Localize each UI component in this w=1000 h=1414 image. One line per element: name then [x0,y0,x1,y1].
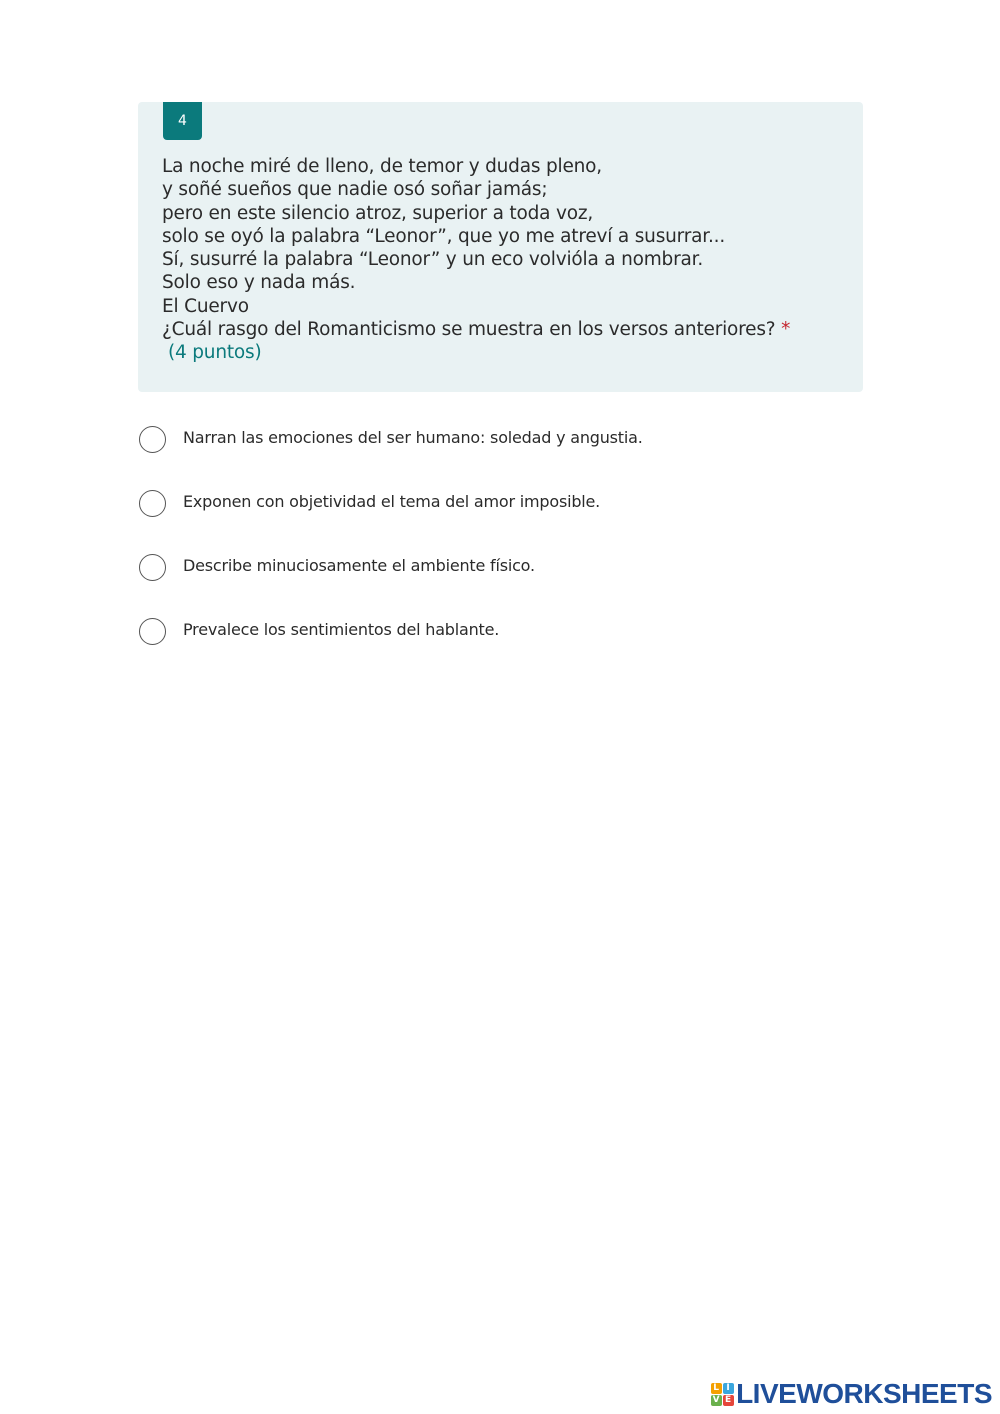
answer-options [139,424,859,680]
option-1[interactable] [139,424,859,488]
poem-line: Solo eso y nada más. [162,272,356,294]
liveworksheets-brand [710,1377,992,1411]
logo-tile: E [723,1395,734,1406]
logo-tile: V [711,1395,722,1406]
brand-name: LIVEWORKSHEETS [736,1378,992,1409]
required-star: * [781,319,791,341]
question-text [162,155,843,365]
liveworksheets-logo-icon [710,1382,734,1406]
radio-button[interactable] [139,618,166,645]
question-prompt: ¿Cuál rasgo del Romanticismo se muestra en los versos anteriores? [162,319,776,341]
radio-button[interactable] [139,426,166,453]
poem-line: solo se oyó la palabra “Leonor”, que yo me atreví a susurrar... [162,225,726,247]
poem-line: pero en este silencio atroz, superior a toda voz, [162,202,594,224]
question-points: (4 puntos) [168,342,262,364]
option-3[interactable] [139,552,859,616]
question-prompt-line [162,318,843,341]
poem-line: La noche miré de lleno, de temor y dudas pleno, [162,156,602,177]
option-label: Narran las emociones del ser humano: soledad y angustia. [183,428,643,447]
option-2[interactable] [139,488,859,552]
poem-line: y soñé sueños que nadie osó soñar jamás; [162,179,548,201]
option-label: Exponen con objetividad el tema del amor imposible. [183,492,601,511]
option-label: Prevalece los sentimientos del hablante. [183,620,500,639]
poem-line: Sí, susurré la palabra “Leonor” y un eco volvióla a nombrar. [162,249,704,271]
question-number-badge: 4 [163,102,202,140]
radio-button[interactable] [139,554,166,581]
logo-tile: L [711,1383,722,1394]
option-4[interactable] [139,616,859,680]
question-card [138,102,863,392]
radio-button[interactable] [139,490,166,517]
logo-tile: I [723,1383,734,1394]
option-label: Describe minuciosamente el ambiente físico. [183,556,535,575]
poem-source: El Cuervo [162,295,249,317]
